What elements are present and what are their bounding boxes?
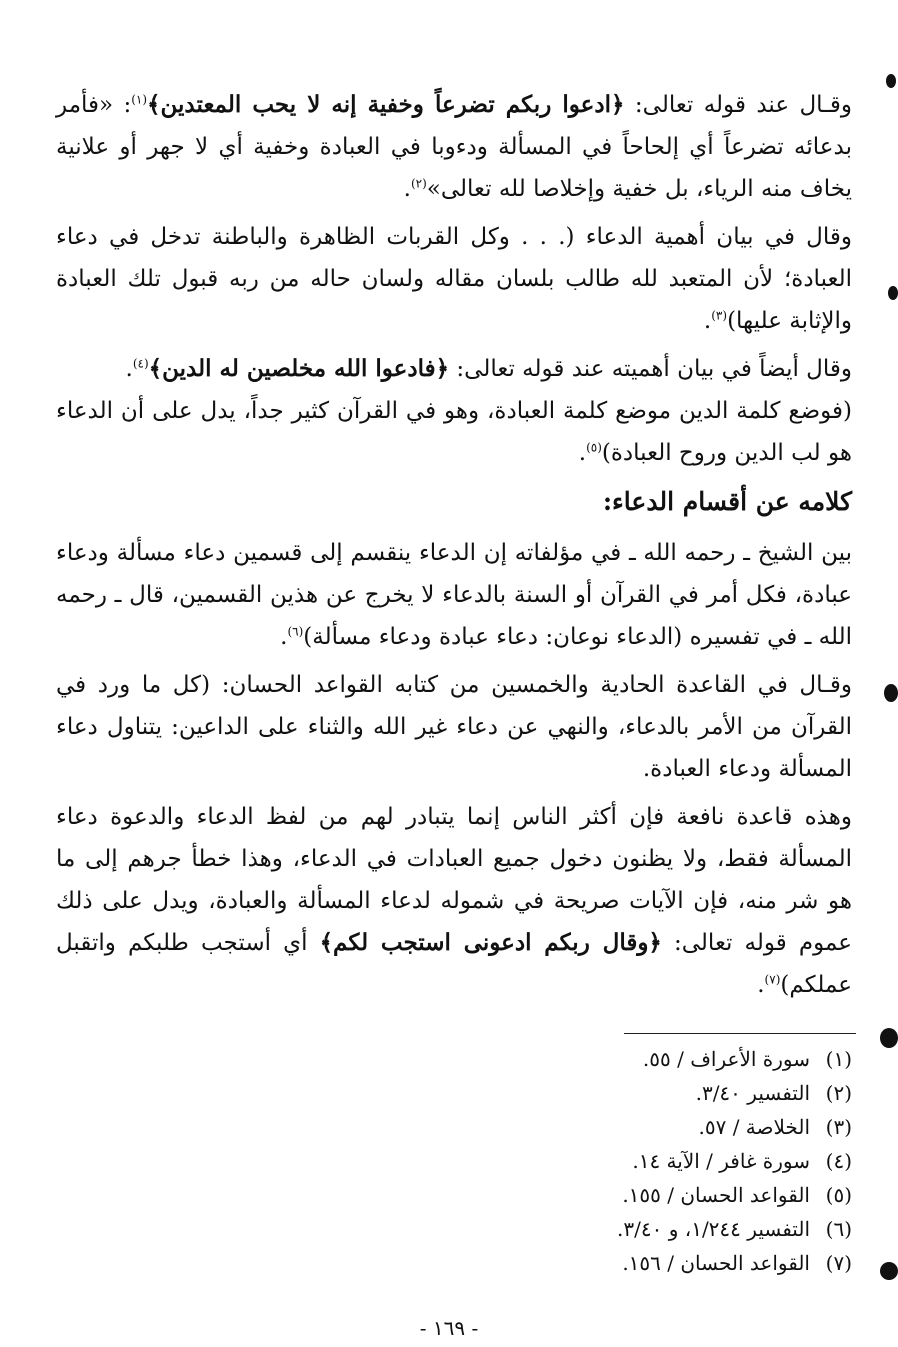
quran-quote: ﴿وقال ربكم ادعونى استجب لكم﴾ — [319, 929, 662, 956]
footnote-ref[interactable]: (٦) — [287, 624, 304, 639]
paragraph-end: . — [703, 308, 712, 334]
paragraph-text: وقال في بيان أهمية الدعاء (. . . وكل القربات الظاهرة والباطنة تدخل في دعاء العبادة؛ لأن المتعبد لله طالب بلسان مقاله ولسان حاله من ربه قبول تلك العبادة والإثابة عليها) — [56, 224, 852, 334]
footnote-item — [432, 1178, 852, 1212]
paragraph-text: بين الشيخ ـ رحمه الله ـ في مؤلفاته إن الدعاء ينقسم إلى قسمين دعاء مسألة ودعاء عبادة، فكل أمر في القرآن أو السنة بالدعاء لا يخرج عن هذين القسمين، قال ـ رحمه الله ـ في تفسيره (الدعاء نوعان: دعاء عبادة ودعاء مسألة) — [56, 540, 852, 650]
paragraph-4 — [56, 390, 852, 474]
footnote-ref[interactable]: (٥) — [586, 440, 602, 455]
footnote-ref[interactable]: (٤) — [132, 356, 149, 371]
footnote-number: (٣) — [825, 1115, 852, 1139]
footnote-text: القواعد الحسان / ١٥٥. — [622, 1183, 810, 1207]
paragraph-7 — [56, 796, 852, 1006]
paragraph-text: وقال أيضاً في بيان أهميته عند قوله تعالى: — [449, 356, 852, 382]
footnote-number: (٤) — [825, 1149, 852, 1173]
paragraph-5 — [56, 532, 852, 658]
main-text — [56, 84, 852, 1012]
paragraph-6 — [56, 664, 852, 790]
footnote-item — [432, 1144, 852, 1178]
scan-mark — [886, 74, 896, 88]
paragraph-text: وقـال في القاعدة الحادية والخمسين من كتابه القواعد الحسان: (كل ما ورد في القرآن من الأمر بالدعاء، والنهي عن دعاء غير الله والثناء على الداعين: يتناول دعاء المسألة ودعاء العبادة. — [56, 672, 852, 782]
paragraph-text: : «فأمر بدعائه تضرعاً أي إلحاحاً في المسألة ودءوبا في العبادة وخفية أي لا جهر أو علانية يخاف منه الرياء، بل خفية وإخلاصا لله تعالى» — [56, 92, 852, 202]
footnote-number: (٧) — [825, 1251, 852, 1275]
footnote-item — [432, 1110, 852, 1144]
footnote-text: القواعد الحسان / ١٥٦. — [622, 1251, 810, 1275]
paragraph-text: (فوضع كلمة الدين موضع كلمة العبادة، وهو في القرآن كثير جداً، يدل على أن الدعاء هو لب الدين وروح العبادة) — [56, 398, 852, 466]
footnote-number: (٥) — [825, 1183, 852, 1207]
paragraph-text: وقـال عند قوله تعالى: — [624, 92, 852, 118]
footnote-item — [432, 1042, 852, 1076]
footnotes — [432, 1042, 852, 1280]
footnote-text: سورة الأعراف / ٥٥. — [642, 1047, 810, 1071]
footnote-divider — [624, 1033, 856, 1034]
footnote-text: التفسير ٣/٤٠. — [695, 1081, 810, 1105]
footnote-number: (٦) — [825, 1217, 852, 1241]
page-number: - ١٦٩ - — [419, 1316, 479, 1340]
footnote-text: الخلاصة / ٥٧. — [698, 1115, 810, 1139]
paragraph-end: . — [757, 972, 765, 998]
paragraph-3 — [56, 348, 852, 390]
quran-quote: ﴿ادعوا ربكم تضرعاً وخفية إنه لا يحب المعتدين﴾ — [147, 91, 625, 118]
paragraph-end: . — [125, 356, 133, 382]
paragraph-2 — [56, 216, 852, 342]
scan-mark — [880, 1028, 898, 1048]
footnote-item — [432, 1212, 852, 1246]
footnote-item — [432, 1246, 852, 1280]
paragraph-1 — [56, 84, 852, 210]
scan-mark — [880, 1262, 898, 1280]
footnote-text: سورة غافر / الآية ١٤. — [632, 1149, 810, 1173]
paragraph-text: أي أستجب طلبكم واتقبل عملكم) — [56, 930, 852, 998]
footnote-ref[interactable]: (١) — [131, 92, 148, 107]
footnote-text: التفسير ١/٢٤٤، و ٣/٤٠. — [617, 1217, 810, 1241]
footnote-ref[interactable]: (٢) — [410, 176, 427, 191]
section-heading: كلامه عن أقسام الدعاء: — [602, 487, 852, 516]
paragraph-end: . — [280, 624, 288, 650]
paragraph-end: . — [403, 176, 411, 202]
paragraph-text: وهذه قاعدة نافعة فإن أكثر الناس إنما يتبادر لهم من لفظ الدعاء والدعوة دعاء المسألة فقط، ولا يظنون دخول جميع العبادات في الدعاء، وهذا خطأ جرهم إلى ما هو شر منه، فإن الآيات صريحة في شموله لدعاء المسألة والعبادة، ويدل على ذلك عموم قوله تعالى: — [56, 804, 852, 956]
footnote-ref[interactable]: (٣) — [711, 308, 728, 323]
footnote-number: (٢) — [825, 1081, 852, 1105]
footnote-item — [432, 1076, 852, 1110]
scan-mark — [888, 286, 898, 300]
footnote-number: (١) — [825, 1047, 852, 1071]
paragraph-end: . — [578, 440, 587, 466]
scan-mark — [884, 684, 898, 702]
quran-quote: ﴿فادعوا الله مخلصين له الدين﴾ — [148, 355, 450, 382]
footnote-ref[interactable]: (٧) — [764, 972, 781, 987]
